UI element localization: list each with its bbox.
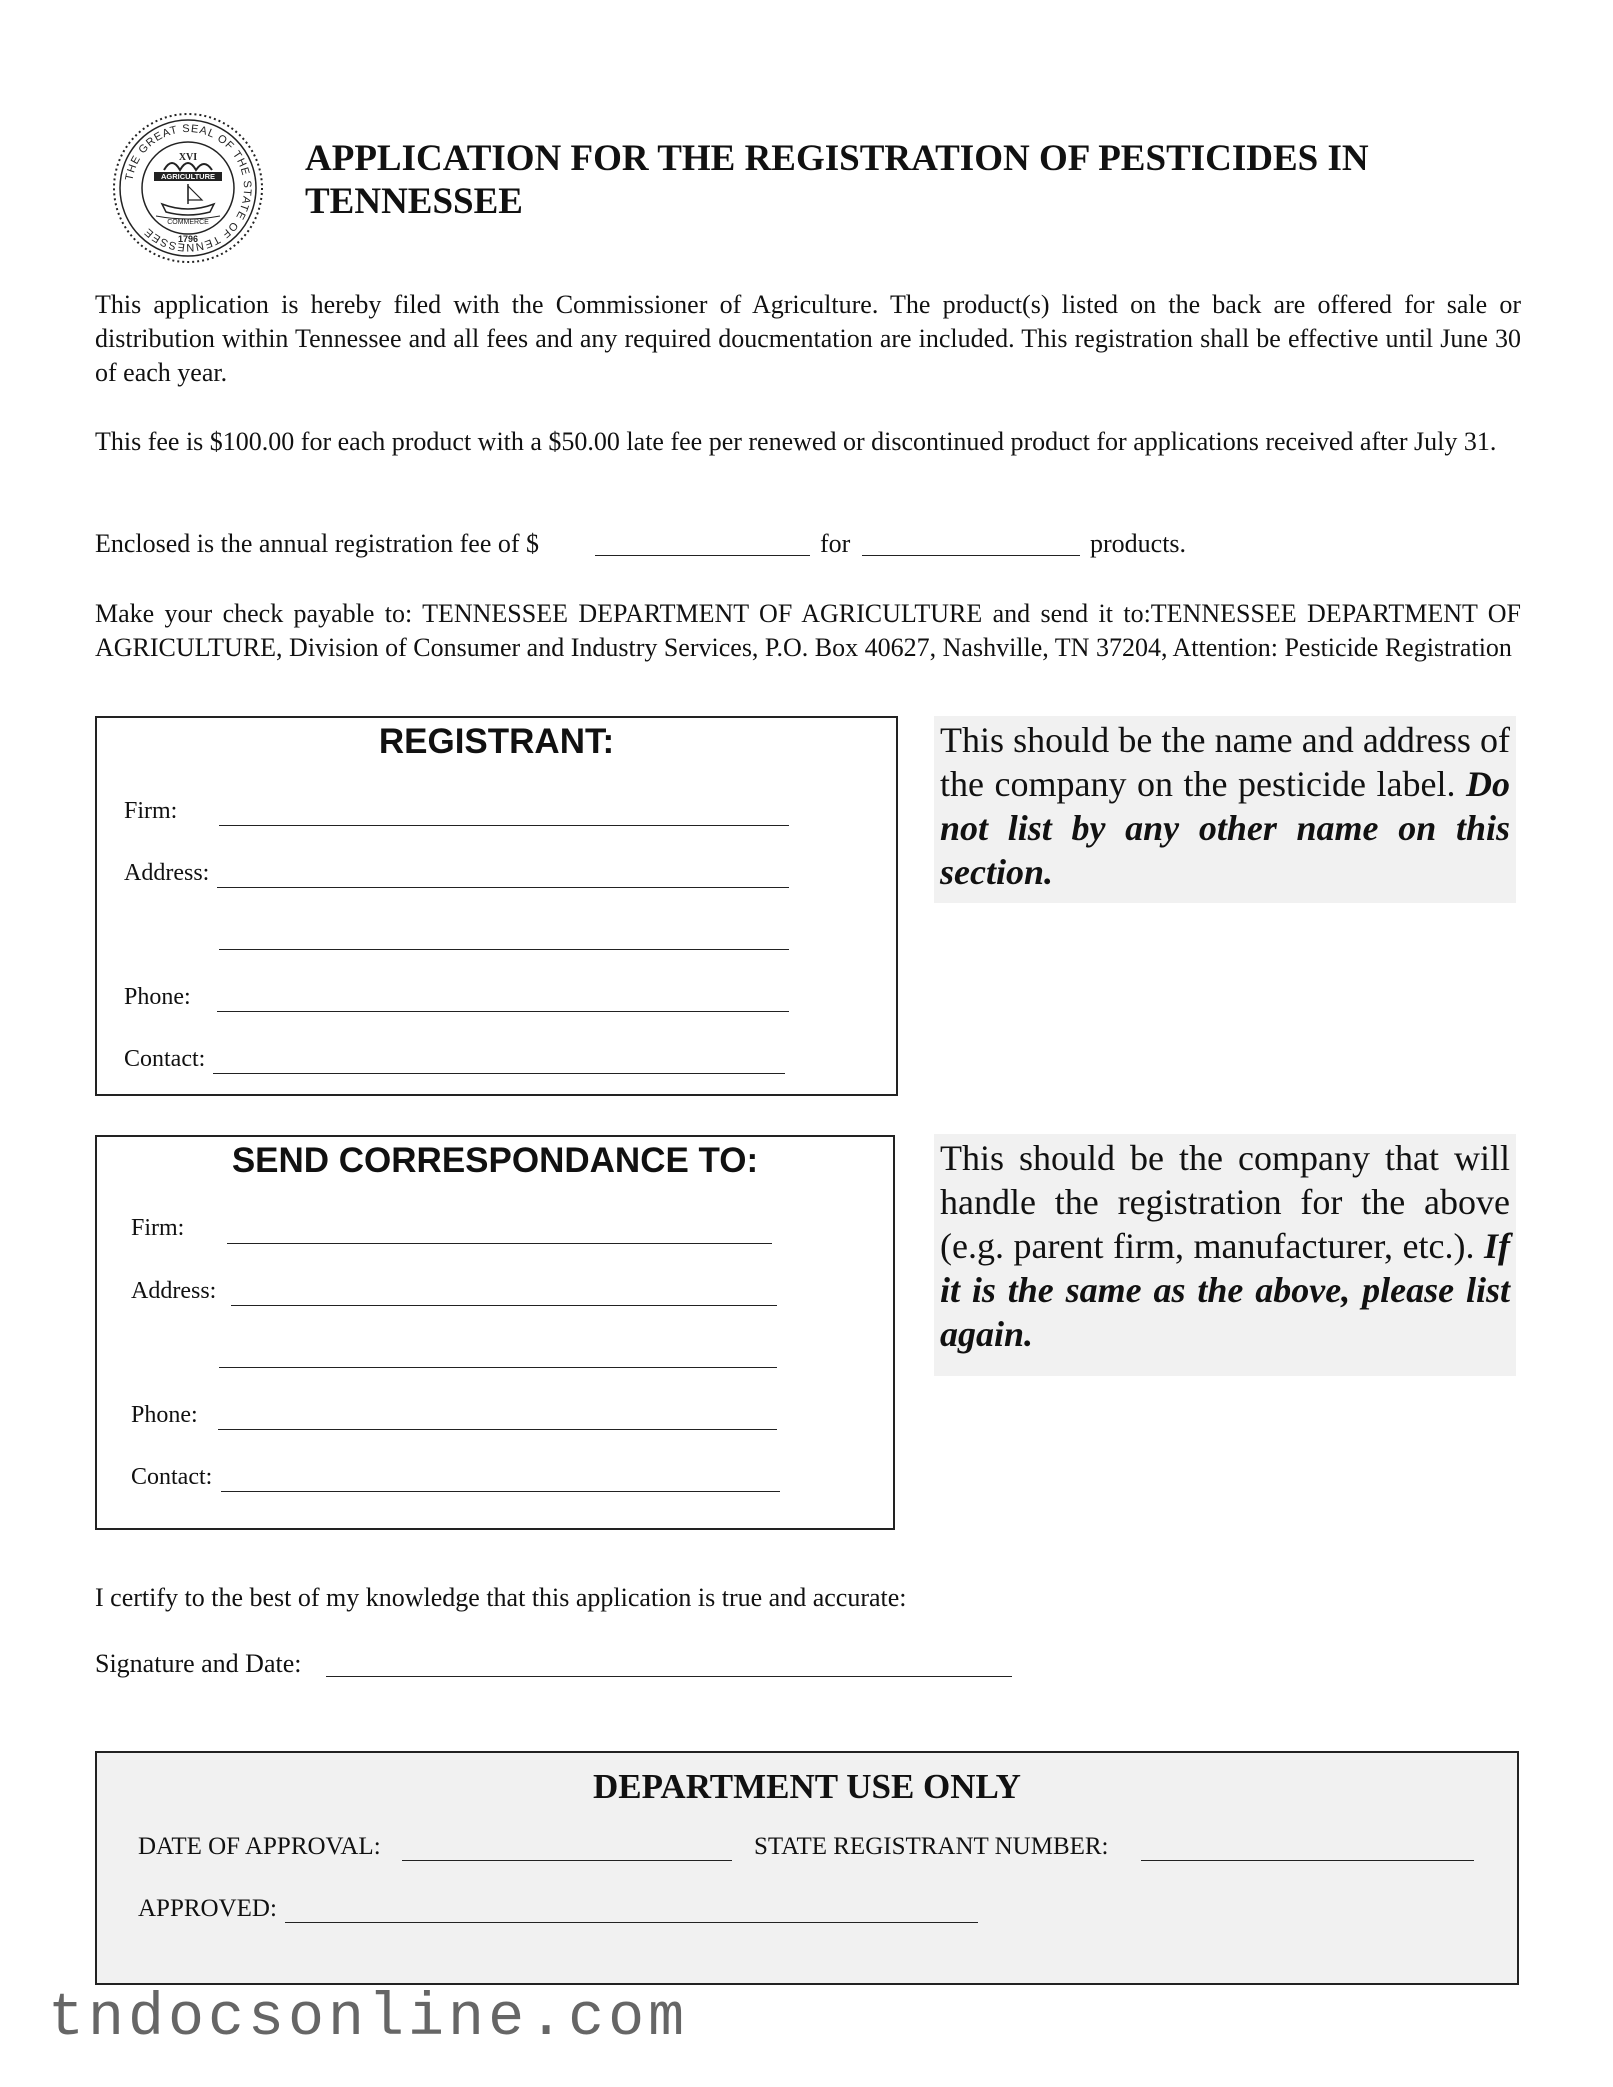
title-line-1: APPLICATION FOR THE REGISTRATION OF PESTICIDES IN	[305, 138, 1369, 179]
registrant-title: REGISTRANT:	[378, 722, 615, 761]
intro-paragraph-1: This application is hereby filed with the Commissioner of Agriculture. The product(s) listed on the back are offered for sale or distribution within Tennessee and all fees and any required doucmentation are included. This registration shall be effective until June 30 of each year.	[95, 290, 1521, 387]
registrant-address-label: Address:	[124, 860, 210, 886]
correspondence-title: SEND CORRESPONDANCE TO:	[231, 1141, 759, 1180]
correspondence-address-field-2[interactable]	[219, 1367, 777, 1368]
registrant-address-field-2[interactable]	[219, 949, 789, 950]
seal-roman-numeral: XVI	[178, 152, 198, 163]
fee-line-suffix: products.	[1090, 529, 1187, 558]
fee-line-prefix: Enclosed is the annual registration fee of $	[95, 529, 540, 558]
department-title: DEPARTMENT USE ONLY	[593, 1767, 1021, 1806]
product-count-blank[interactable]	[862, 555, 1080, 556]
approval-date-field[interactable]	[402, 1860, 732, 1861]
intro-paragraph-2: This fee is $100.00 for each product with a $50.00 late fee per renewed or discontinued product for applications received after July 31.	[95, 427, 1497, 456]
fee-line-middle: for	[820, 529, 851, 558]
correspondence-note	[934, 1134, 1516, 1376]
state-registrant-number-field[interactable]	[1141, 1860, 1474, 1861]
correspondence-address-label: Address:	[131, 1278, 217, 1304]
state-registrant-number-label: STATE REGISTRANT NUMBER:	[754, 1833, 1109, 1860]
signature-date-field[interactable]	[326, 1676, 1012, 1677]
registrant-contact-field[interactable]	[213, 1073, 785, 1074]
approved-field[interactable]	[285, 1922, 978, 1923]
department-use-box	[95, 1751, 1519, 1985]
registrant-address-field[interactable]	[217, 887, 789, 888]
registrant-note-emphasis: Do not list by any other name on this section.	[940, 764, 1510, 892]
title-line-2: TENNESSEE	[305, 181, 523, 222]
seal-year: 1796	[177, 234, 199, 244]
correspondence-firm-label: Firm:	[131, 1215, 185, 1241]
correspondence-contact-label: Contact:	[131, 1464, 213, 1490]
fee-line	[95, 527, 1521, 561]
correspondence-box	[95, 1135, 895, 1530]
seal-agriculture: AGRICULTURE	[160, 172, 216, 181]
seal-commerce: COMMERCE	[167, 219, 209, 226]
registrant-note	[934, 716, 1516, 903]
registrant-note-text: This should be the name and address of the company on the pesticide label.	[940, 720, 1510, 804]
seal-ring-text: THE GREAT SEAL OF THE STATE OF TENNESSEE	[123, 122, 254, 254]
correspondence-address-field[interactable]	[231, 1305, 777, 1306]
page-title	[305, 137, 1505, 223]
registrant-phone-label: Phone:	[124, 984, 191, 1010]
correspondence-note-text: This should be the company that will handle the registration for the above (e.g. parent firm, manufacturer, etc.).	[940, 1138, 1510, 1266]
fee-amount-blank[interactable]	[595, 555, 810, 556]
registrant-firm-field[interactable]	[219, 825, 789, 826]
correspondence-phone-field[interactable]	[218, 1429, 777, 1430]
registrant-contact-label: Contact:	[124, 1046, 206, 1072]
registrant-firm-label: Firm:	[124, 798, 178, 824]
correspondence-note-emphasis: If it is the same as the above, please list again.	[940, 1226, 1510, 1354]
signature-label: Signature and Date:	[95, 1649, 302, 1678]
registrant-phone-field[interactable]	[217, 1011, 789, 1012]
intro-paragraph-4: Make your check payable to: TENNESSEE DEPARTMENT OF AGRICULTURE and send it to:TENNESSEE DEPARTMENT OF AGRICULTURE, Division of Consumer and Industry Services, P.O. Box 40627, Nashville, TN 37204, Attention: Pesticide Registration	[95, 599, 1521, 662]
correspondence-contact-field[interactable]	[221, 1491, 780, 1492]
correspondence-phone-label: Phone:	[131, 1402, 198, 1428]
approved-label: APPROVED:	[138, 1895, 277, 1922]
state-seal	[112, 112, 264, 264]
correspondence-firm-field[interactable]	[227, 1243, 772, 1244]
approval-date-label: DATE OF APPROVAL:	[138, 1833, 381, 1860]
watermark: tndocsonline.com	[48, 1985, 689, 2053]
registrant-box	[95, 716, 898, 1096]
certify-statement: I certify to the best of my knowledge that this application is true and accurate:	[95, 1583, 907, 1612]
